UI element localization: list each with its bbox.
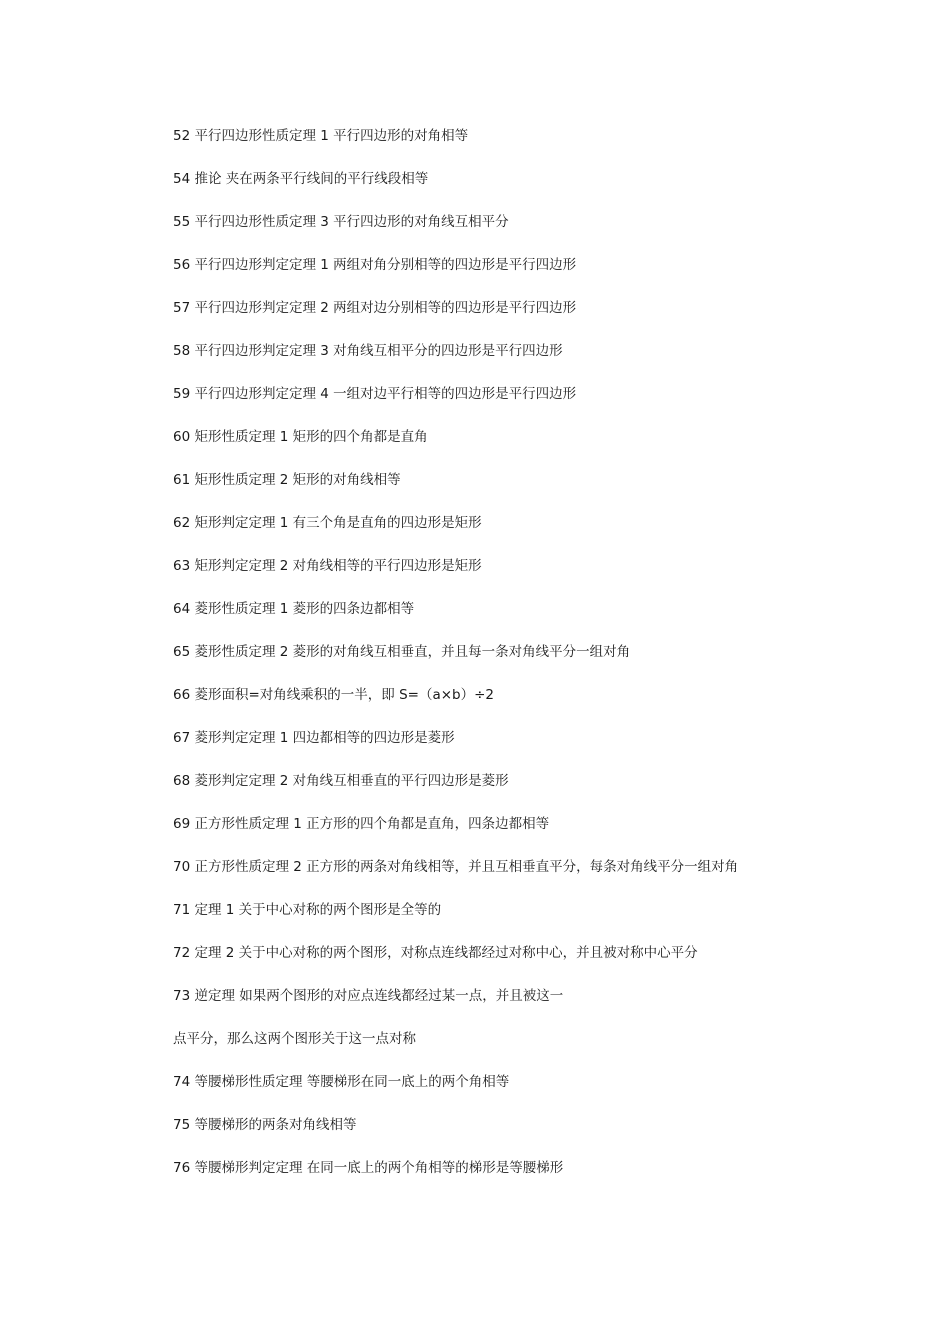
text-line: 52 平行四边形性质定理 1 平行四边形的对角相等 <box>173 128 469 144</box>
text-line: 63 矩形判定定理 2 对角线相等的平行四边形是矩形 <box>173 558 482 574</box>
text-line: 64 菱形性质定理 1 菱形的四条边都相等 <box>173 601 415 617</box>
text-line: 68 菱形判定定理 2 对角线互相垂直的平行四边形是菱形 <box>173 773 509 789</box>
document-body <box>173 127 873 1202</box>
text-line: 72 定理 2 关于中心对称的两个图形，对称点连线都经过对称中心，并且被对称中心平分 <box>173 945 698 961</box>
text-line: 61 矩形性质定理 2 矩形的对角线相等 <box>173 472 401 488</box>
text-line: 74 等腰梯形性质定理 等腰梯形在同一底上的两个角相等 <box>173 1074 510 1090</box>
text-line: 65 菱形性质定理 2 菱形的对角线互相垂直，并且每一条对角线平分一组对角 <box>173 644 631 660</box>
text-line: 69 正方形性质定理 1 正方形的四个角都是直角，四条边都相等 <box>173 816 550 832</box>
text-line: 点平分，那么这两个图形关于这一点对称 <box>173 1031 416 1047</box>
text-line: 67 菱形判定定理 1 四边都相等的四边形是菱形 <box>173 730 455 746</box>
text-line: 57 平行四边形判定定理 2 两组对边分别相等的四边形是平行四边形 <box>173 300 577 316</box>
text-line: 70 正方形性质定理 2 正方形的两条对角线相等，并且互相垂直平分，每条对角线平分一组对角 <box>173 859 739 875</box>
text-line: 73 逆定理 如果两个图形的对应点连线都经过某一点，并且被这一 <box>173 988 564 1004</box>
text-line: 55 平行四边形性质定理 3 平行四边形的对角线互相平分 <box>173 214 509 230</box>
text-line: 56 平行四边形判定定理 1 两组对角分别相等的四边形是平行四边形 <box>173 257 577 273</box>
text-line: 62 矩形判定定理 1 有三个角是直角的四边形是矩形 <box>173 515 482 531</box>
text-line: 66 菱形面积=对角线乘积的一半，即 S=（a×b）÷2 <box>173 687 495 703</box>
text-line: 71 定理 1 关于中心对称的两个图形是全等的 <box>173 902 442 918</box>
text-line: 58 平行四边形判定定理 3 对角线互相平分的四边形是平行四边形 <box>173 343 563 359</box>
text-line: 59 平行四边形判定定理 4 一组对边平行相等的四边形是平行四边形 <box>173 386 577 402</box>
text-line: 76 等腰梯形判定定理 在同一底上的两个角相等的梯形是等腰梯形 <box>173 1160 564 1176</box>
text-line: 75 等腰梯形的两条对角线相等 <box>173 1117 357 1133</box>
text-line: 60 矩形性质定理 1 矩形的四个角都是直角 <box>173 429 428 445</box>
text-line: 54 推论 夹在两条平行线间的平行线段相等 <box>173 171 429 187</box>
